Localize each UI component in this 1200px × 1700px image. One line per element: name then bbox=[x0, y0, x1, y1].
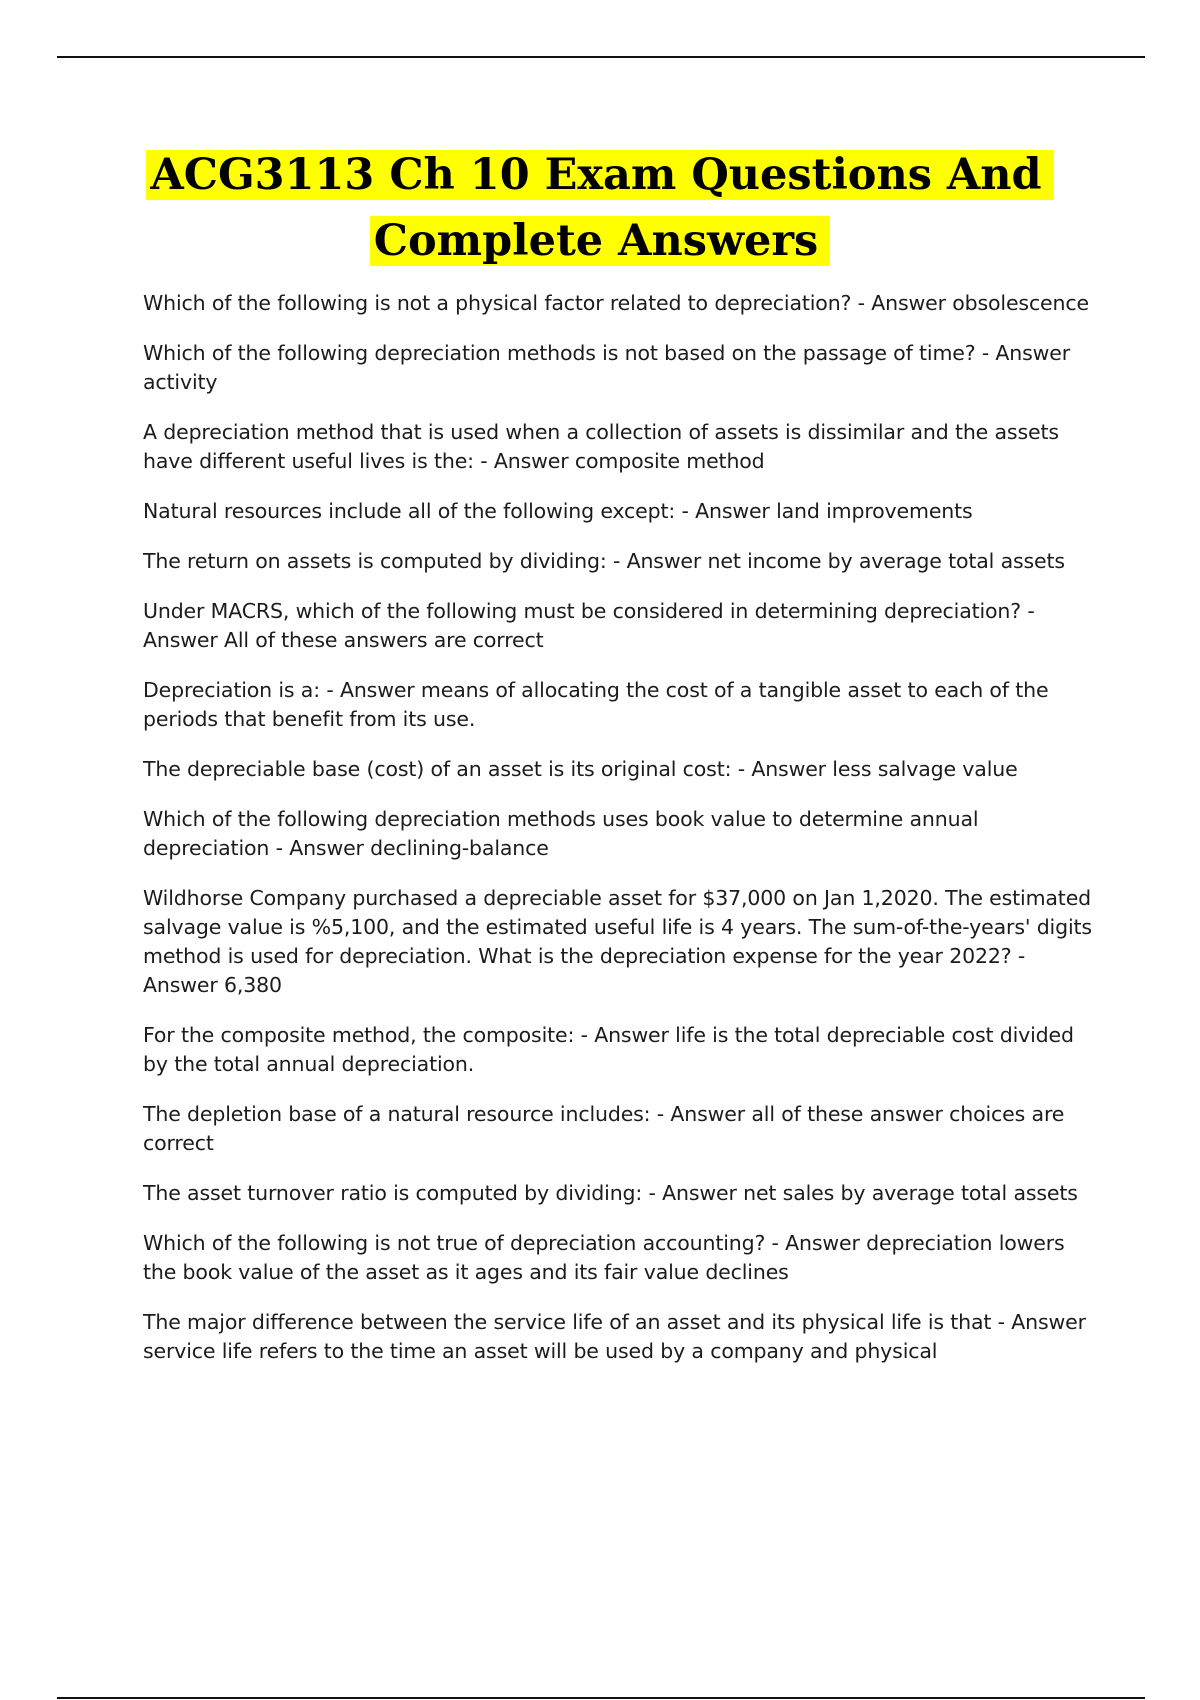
qa-item: Wildhorse Company purchased a depreciable asset for $37,000 on Jan 1,2020. The estimated salvage value is %5,100, and the estimated useful life is 4 years. The sum-of-the-years' digits method is used for depreciation. What is the depreciation expense for the year 2022? - Answer 6,380 bbox=[143, 886, 1092, 997]
title-highlight-1: ACG3113 Ch 10 Exam Questions And bbox=[146, 150, 1053, 200]
qa-item: Which of the following is not a physical factor related to depreciation? - Answer obsolescence bbox=[143, 291, 1089, 315]
qa-item: The depreciable base (cost) of an asset is its original cost: - Answer less salvage value bbox=[143, 757, 1018, 781]
qa-item: Under MACRS, which of the following must be considered in determining depreciation? - Answer All of these answers are correct bbox=[143, 599, 1035, 652]
qa-item: Depreciation is a: - Answer means of allocating the cost of a tangible asset to each of the periods that benefit from its use. bbox=[143, 678, 1049, 731]
qa-list bbox=[143, 289, 1093, 1387]
qa-item: A depreciation method that is used when a collection of assets is dissimilar and the assets have different useful lives is the: - Answer composite method bbox=[143, 420, 1059, 473]
bottom-divider bbox=[57, 1697, 1145, 1699]
qa-item: Which of the following depreciation methods uses book value to determine annual depreciation - Answer declining-balance bbox=[143, 807, 979, 860]
qa-item: The depletion base of a natural resource includes: - Answer all of these answer choices are correct bbox=[143, 1102, 1065, 1155]
qa-item: Which of the following is not true of depreciation accounting? - Answer depreciation lowers the book value of the asset as it ages and its fair value declines bbox=[143, 1231, 1065, 1284]
qa-item: The asset turnover ratio is computed by dividing: - Answer net sales by average total assets bbox=[143, 1181, 1078, 1205]
document-title bbox=[0, 142, 1200, 274]
title-line-2 bbox=[0, 208, 1200, 274]
qa-item: Natural resources include all of the following except: - Answer land improvements bbox=[143, 499, 973, 523]
qa-item: The return on assets is computed by dividing: - Answer net income by average total assets bbox=[143, 549, 1065, 573]
qa-item: For the composite method, the composite: - Answer life is the total depreciable cost divided by the total annual depreciation. bbox=[143, 1023, 1074, 1076]
qa-item: The major difference between the service life of an asset and its physical life is that - Answer service life refers to the time an asset will be used by a company and physical bbox=[143, 1310, 1086, 1363]
title-line-1 bbox=[0, 142, 1200, 208]
title-highlight-2: Complete Answers bbox=[370, 216, 830, 266]
qa-item: Which of the following depreciation methods is not based on the passage of time? - Answer activity bbox=[143, 341, 1071, 394]
top-divider bbox=[57, 56, 1145, 58]
